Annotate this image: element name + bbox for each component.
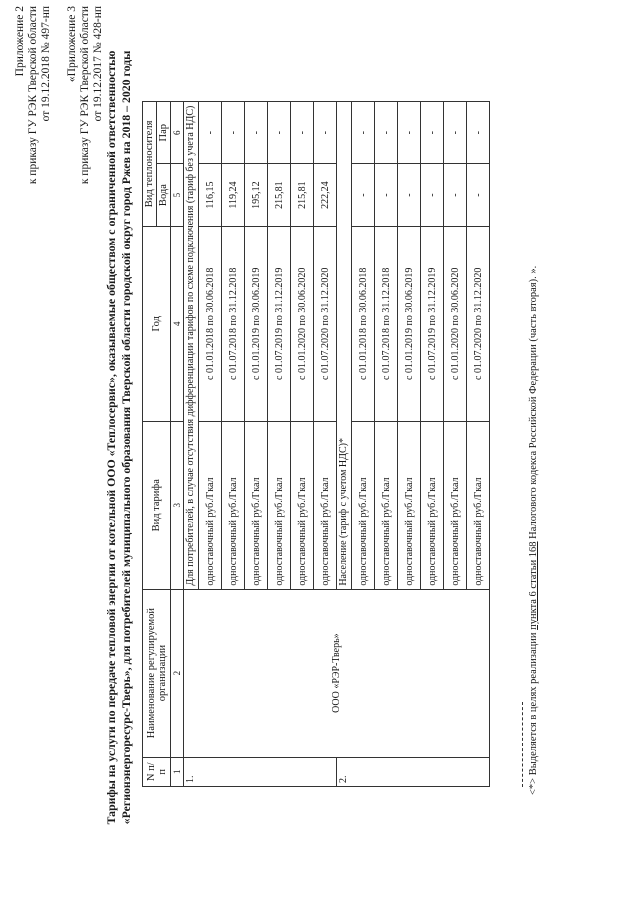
steam-cell: - <box>268 102 291 164</box>
tariff-cell: одноставочный руб./Гкал <box>375 421 398 589</box>
footnote-link[interactable]: пункта 6 статьи 168 <box>528 541 539 630</box>
steam-cell: - <box>222 102 245 164</box>
org-name: ООО «РЭР-Тверь» <box>184 589 490 757</box>
title-line1: Тарифы на услуги по передаче тепловой энергии от котельной ООО «Теплосервис», оказываемые обществом с ограниченной ответственностью <box>104 50 118 825</box>
tariff-cell: одноставочный руб./Гкал <box>268 421 291 589</box>
period-cell: с 01.07.2019 по 31.12.2019 <box>421 226 444 421</box>
group-label: Для потребителей, в случае отсутствия дифференциации тарифов по схеме подключения (тариф без учета НДС) <box>184 102 199 590</box>
tariff-cell: одноставочный руб./Гкал <box>398 421 421 589</box>
steam-cell: - <box>314 102 337 164</box>
period-cell: с 01.01.2019 по 30.06.2019 <box>245 226 268 421</box>
water-cell: - <box>398 164 421 226</box>
steam-cell: - <box>245 102 268 164</box>
title-line2: «Регионэнергоресурс-Тверь», для потребителей муниципального образования Тверской области городской округ город Ржев на 2018 – 2020 годы <box>119 50 133 825</box>
tariff-cell: одноставочный руб./Гкал <box>314 421 337 589</box>
water-cell: - <box>421 164 444 226</box>
document-title <box>104 40 134 835</box>
appendix-2-header <box>14 6 53 184</box>
appendix-3-line3: от 19.12.2017 № 428-нп <box>92 6 104 122</box>
water-cell: 195,12 <box>245 164 268 226</box>
tariff-cell: одноставочный руб./Гкал <box>444 421 467 589</box>
tariff-cell: одноставочный руб./Гкал <box>199 421 222 589</box>
footnote-divider <box>522 702 523 787</box>
period-cell: с 01.07.2020 по 31.12.2020 <box>467 226 490 421</box>
header-tariff: Вид тарифа <box>143 421 171 589</box>
water-cell: 222,24 <box>314 164 337 226</box>
period-cell: с 01.01.2020 по 30.06.2020 <box>291 226 314 421</box>
steam-cell: - <box>444 102 467 164</box>
tariff-cell: одноставочный руб./Гкал <box>467 421 490 589</box>
water-cell: 215,81 <box>291 164 314 226</box>
header-num: N п/п <box>143 757 171 786</box>
water-cell: 215,81 <box>268 164 291 226</box>
appendix-2-line2: к приказу ГУ РЭК Тверской области <box>27 6 39 185</box>
period-cell: с 01.07.2018 по 31.12.2018 <box>222 226 245 421</box>
water-cell: - <box>467 164 490 226</box>
header-org: Наименование регулируемой организации <box>143 589 171 757</box>
col-number: 3 <box>171 421 184 589</box>
period-cell: с 01.01.2019 по 30.06.2019 <box>398 226 421 421</box>
appendix-3-line2: к приказу ГУ РЭК Тверской области <box>79 6 91 185</box>
tariff-cell: одноставочный руб./Гкал <box>421 421 444 589</box>
footnote-text-end: Налогового кодекса Российской Федерации (часть вторая). ». <box>528 265 539 542</box>
group-number: 1. <box>184 757 337 786</box>
col-number: 5 <box>171 164 184 226</box>
steam-cell: - <box>199 102 222 164</box>
col-number: 4 <box>171 226 184 421</box>
period-cell: с 01.01.2020 по 30.06.2020 <box>444 226 467 421</box>
tariff-cell: одноставочный руб./Гкал <box>291 421 314 589</box>
appendix-2-line1: Приложение 2 <box>14 6 26 77</box>
period-cell: с 01.01.2018 по 30.06.2018 <box>199 226 222 421</box>
period-cell: с 01.01.2018 по 30.06.2018 <box>352 226 375 421</box>
steam-cell: - <box>467 102 490 164</box>
water-cell: - <box>352 164 375 226</box>
period-cell: с 01.07.2018 по 31.12.2018 <box>375 226 398 421</box>
tariff-table <box>142 101 490 787</box>
tariff-cell: одноставочный руб./Гкал <box>222 421 245 589</box>
header-year: Год <box>143 226 171 421</box>
appendix-2-line3: от 19.12.2018 № 497-нп <box>40 6 52 122</box>
water-cell: 116,15 <box>199 164 222 226</box>
footnote <box>528 266 539 795</box>
steam-cell: - <box>398 102 421 164</box>
appendix-3-line1: «Приложение 3 <box>66 6 78 83</box>
header-water: Вода <box>157 164 171 226</box>
water-cell: - <box>444 164 467 226</box>
tariff-cell: одноставочный руб./Гкал <box>245 421 268 589</box>
steam-cell: - <box>352 102 375 164</box>
period-cell: с 01.07.2020 по 31.12.2020 <box>314 226 337 421</box>
footnote-text: <*> Выделяется в целях реализации <box>528 629 539 795</box>
period-cell: с 01.07.2019 по 31.12.2019 <box>268 226 291 421</box>
header-coolant: Вид теплоносителя <box>143 102 157 227</box>
col-number: 1 <box>171 757 184 786</box>
water-cell: 119,24 <box>222 164 245 226</box>
group-label: Население (тариф с учетом НДС)* <box>337 102 352 590</box>
appendix-3-header <box>66 6 105 184</box>
header-steam: Пар <box>157 102 171 164</box>
col-number: 6 <box>171 102 184 164</box>
group-number: 2. <box>337 757 490 786</box>
steam-cell: - <box>421 102 444 164</box>
steam-cell: - <box>291 102 314 164</box>
water-cell: - <box>375 164 398 226</box>
col-number: 2 <box>171 589 184 757</box>
steam-cell: - <box>375 102 398 164</box>
tariff-cell: одноставочный руб./Гкал <box>352 421 375 589</box>
